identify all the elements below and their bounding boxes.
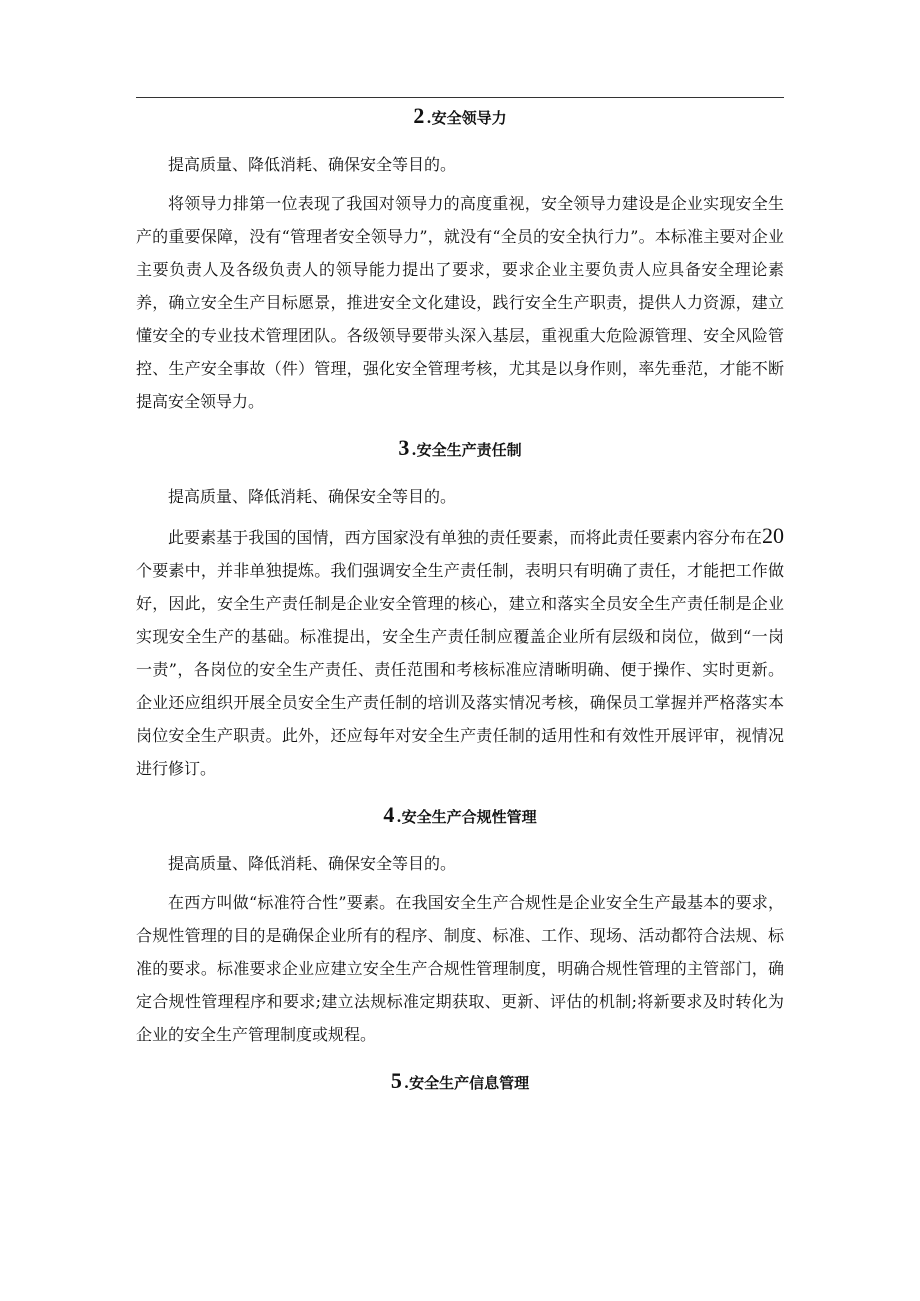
section-number: 5 (390, 1068, 402, 1093)
body-text: 此要素基于我国的国情，西方国家没有单独的责任要素，而将此责任要素内容分布在 (168, 528, 762, 547)
section-2-intro: 提高质量、降低消耗、确保安全等目的。 (168, 155, 457, 174)
section-5-heading (136, 1061, 784, 1101)
section-4-heading (136, 795, 784, 835)
body-number: 20 (762, 523, 784, 548)
body-text: 个要素中，并非单独提炼。我们强调安全生产责任制，表明只有明确了责任，才能把工作做好，因此，安全生产责任制是企业安全管理的核心，建立和落实全员安全生产责任制是企业实现安全生产的基础。标准提出，安全生产责任制应覆盖企业所有层级和岗位，做到“一岗一责”，各岗位的安全生产责任、责任范围和考核标准应清晰明确、便于操作、实时更新。企业还应组织开展全员安全生产责任制的培训及落实情况考核，确保员工掌握并严格落实本岗位安全生产职责。此外，还应每年对安全生产责任制的适用性和有效性开展评审，视情况进行修订。 (136, 561, 784, 778)
section-title: .安全生产信息管理 (403, 1074, 530, 1092)
section-3-heading (136, 428, 784, 468)
section-2-body: 将领导力排第一位表现了我国对领导力的高度重视，安全领导力建设是企业实现安全生产的重要保障，没有“管理者安全领导力”，就没有“全员的安全执行力”。本标准主要对企业主要负责人及各级负责人的领导能力提出了要求，要求企业主要负责人应具备安全理论素养，确立安全生产目标愿景，推进安全文化建设，践行安全生产职责，提供人力资源，建立懂安全的专业技术管理团队。各级领导要带头深入基层，重视重大危险源管理、安全风险管控、生产安全事故（件）管理，强化安全管理考核，尤其是以身作则，率先垂范，才能不断提高安全领导力。 (136, 194, 784, 411)
section-title: .安全生产合规性管理 (396, 808, 537, 826)
section-number: 3 (398, 435, 410, 460)
section-4-body: 在西方叫做“标准符合性”要素。在我国安全生产合规性是企业安全生产最基本的要求，合规性管理的目的是确保企业所有的程序、制度、标准、工作、现场、活动都符合法规、标准的要求。标准要求企业应建立安全生产合规性管理制度，明确合规性管理的主管部门，确定合规性管理程序和要求;建立法规标准定期获取、更新、评估的机制;将新要求及时转化为企业的安全生产管理制度或规程。 (136, 893, 784, 1044)
section-number: 2 (413, 103, 425, 128)
section-3-body (136, 519, 784, 785)
section-2-heading (136, 96, 784, 136)
section-number: 4 (383, 802, 395, 827)
section-4-intro: 提高质量、降低消耗、确保安全等目的。 (168, 854, 457, 873)
section-title: .安全生产责任制 (411, 441, 522, 459)
section-3-intro: 提高质量、降低消耗、确保安全等目的。 (168, 487, 457, 506)
section-title: .安全领导力 (426, 109, 507, 127)
document-body (136, 96, 784, 1101)
